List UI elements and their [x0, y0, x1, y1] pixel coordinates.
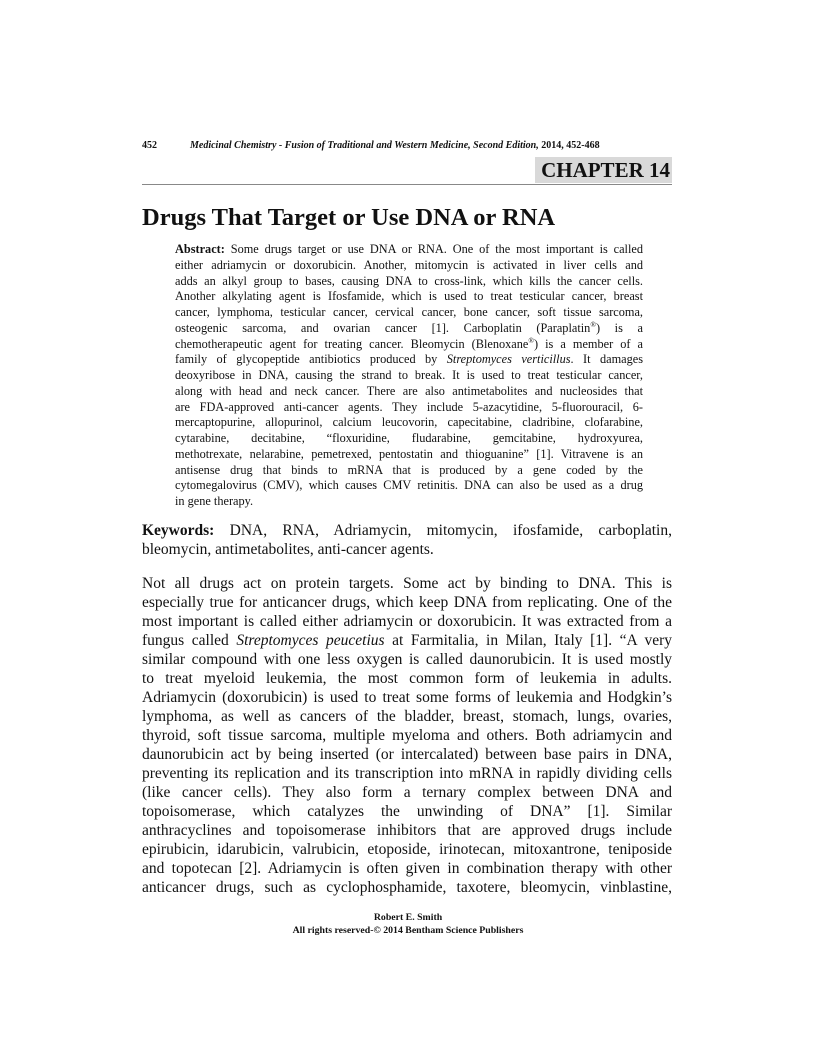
text-line: [175, 368, 643, 384]
text-line: [142, 726, 672, 745]
text-line: [175, 258, 643, 274]
text-line: [142, 521, 672, 540]
text-segment: adds an alkyl group to bases, causing DNA to cross-link, which kills the cancer cells.: [175, 273, 643, 288]
bold-label: Keywords:: [142, 522, 215, 539]
text-line: [142, 631, 672, 650]
text-segment: ) is a: [595, 320, 643, 335]
text-line: [175, 494, 643, 510]
text-line: [142, 707, 672, 726]
text-segment: cytarabine, decitabine, “floxuridine, fludarabine, gemcitabine, hydroxyurea,: [175, 431, 643, 445]
superscript: ®: [590, 319, 596, 329]
text-segment: cytomegalovirus (CMV), which causes CMV retinitis. DNA can also be used as a drug: [175, 478, 643, 493]
text-segment: especially true for anticancer drugs, which keep DNA from replicating. One of the: [142, 594, 672, 611]
text-line: [175, 242, 643, 258]
text-line: [142, 650, 672, 669]
text-segment: similar compound with one less oxygen is called daunorubicin. It is used mostly: [142, 651, 672, 668]
chapter-title: Drugs That Target or Use DNA or RNA: [142, 204, 556, 231]
text-segment: ) is a member of a: [533, 336, 644, 351]
text-line: [175, 352, 643, 368]
text-segment: Another alkylating agent is Ifosfamide, which is used to treat testicular cancer, breast: [175, 289, 643, 304]
text-line: [142, 821, 672, 840]
text-segment: family of glycopeptide antibiotics produced by: [175, 352, 447, 367]
text-segment: (like cancer cells). They also form a ternary complex between DNA and: [142, 784, 672, 801]
keywords: [142, 521, 672, 559]
text-segment: deoxyribose in DNA, causing the strand to break. It is used to treat testicular cancer,: [175, 368, 643, 382]
text-segment: fungus called: [142, 632, 237, 649]
text-line: [142, 859, 672, 878]
text-segment: most important is called either adriamycin or doxorubicin. It was extracted from a: [142, 613, 672, 630]
italic-text: Streptomyces verticillus: [446, 352, 571, 367]
text-segment: DNA, RNA, Adriamycin, mitomycin, ifosfamide, carboplatin,: [214, 522, 672, 539]
text-segment: in gene therapy.: [175, 494, 254, 508]
page-footer: [0, 911, 816, 937]
chapter-label: CHAPTER 14: [535, 157, 672, 183]
text-segment: along with head and neck cancer. There are also antimetabolites and nucleosides that: [175, 383, 643, 398]
text-segment: preventing its replication and its transcription into mRNA in rapidly dividing cells: [142, 765, 672, 782]
text-line: [142, 840, 672, 859]
page-number: 452: [142, 140, 157, 151]
source-year-pages: 2014, 452-468: [538, 140, 600, 151]
text-line: [142, 802, 672, 821]
text-line: [175, 305, 643, 321]
running-header: [142, 140, 600, 152]
text-line: [142, 669, 672, 688]
text-line: [142, 612, 672, 631]
text-segment: thyroid, soft tissue sarcoma, multiple myeloma and others. Both adriamycin and: [142, 727, 672, 744]
text-line: [142, 593, 672, 612]
text-line: [175, 447, 643, 463]
text-segment: at Farmitalia, in Milan, Italy [1]. “A very: [384, 632, 672, 649]
header-divider: [142, 184, 672, 185]
text-segment: and topotecan [2]. Adriamycin is often given in combination therapy with other: [142, 860, 672, 877]
text-segment: . It damages: [570, 352, 643, 367]
text-line: [175, 384, 643, 400]
text-segment: epirubicin, idarubicin, valrubicin, etoposide, irinotecan, mitoxantrone, teniposide: [142, 841, 672, 858]
text-segment: cancer, lymphoma, testicular cancer, cervical cancer, bone cancer, soft tissue sarcoma,: [175, 305, 643, 319]
text-segment: lymphoma, as well as cancers of the bladder, breast, stomach, lungs, ovaries,: [142, 708, 672, 725]
italic-text: Streptomyces peucetius: [236, 632, 385, 649]
text-line: [142, 764, 672, 783]
text-segment: Some drugs target or use DNA or RNA. One of the most important is called: [224, 242, 643, 256]
abstract: [175, 242, 643, 510]
text-segment: mercaptopurine, allopurinol, calcium leucovorin, capecitabine, cladribine, clofarabine,: [175, 415, 643, 430]
text-segment: methotrexate, nelarabine, pemetrexed, pentostatin and thioguanine” [1]. Vitravene is an: [175, 446, 643, 461]
source-citation: Medicinal Chemistry - Fusion of Traditional and Western Medicine, Second Edition,: [190, 140, 539, 151]
author: Robert E. Smith: [373, 912, 443, 923]
text-segment: anthracyclines and topoisomerase inhibitors that are approved drugs include: [142, 822, 672, 839]
text-segment: anticancer drugs, such as cyclophosphamide, taxotere, bleomycin, vinblastine,: [142, 879, 672, 896]
copyright: All rights reserved-© 2014 Bentham Science Publishers: [292, 925, 524, 936]
text-segment: either adriamycin or doxorubicin. Another, mitomycin is activated in liver cells and: [175, 257, 643, 272]
text-line: [175, 289, 643, 305]
text-line: [175, 463, 643, 479]
text-segment: Not all drugs act on protein targets. Some act by binding to DNA. This is: [142, 575, 672, 592]
bold-label: Abstract:: [175, 242, 225, 256]
text-segment: to treat myeloid leukemia, the most common form of leukemia in adults.: [142, 670, 672, 687]
text-line: [175, 400, 643, 416]
body-text: [142, 574, 672, 897]
text-line: [175, 321, 643, 337]
text-segment: antisense drug that binds to mRNA that is produced by a gene coded by the: [175, 462, 643, 477]
text-line: [175, 431, 643, 447]
text-segment: topoisomerase, which catalyzes the unwinding of DNA” [1]. Similar: [142, 803, 672, 820]
text-line: [142, 540, 672, 559]
text-line: [142, 783, 672, 802]
text-segment: bleomycin, antimetabolites, anti-cancer agents.: [142, 541, 434, 558]
text-line: [175, 415, 643, 431]
text-line: [175, 274, 643, 290]
text-line: [175, 478, 643, 494]
text-line: [175, 337, 643, 353]
text-line: [142, 878, 672, 897]
text-line: [142, 745, 672, 764]
text-line: [142, 574, 672, 593]
text-segment: osteogenic sarcoma, and ovarian cancer [1]. Carboplatin (Paraplatin: [175, 320, 591, 335]
superscript: ®: [528, 335, 534, 345]
text-line: [142, 688, 672, 707]
text-segment: Adriamycin (doxorubicin) is used to treat some forms of leukemia and Hodgkin’s: [142, 689, 672, 706]
text-segment: daunorubicin act by being inserted (or intercalated) between base pairs in DNA,: [142, 746, 672, 763]
text-segment: chemotherapeutic agent for treating cancer. Bleomycin (Blenoxane: [175, 336, 529, 351]
text-segment: are FDA-approved anti-cancer agents. They include 5-azacytidine, 5-fluorouracil, 6-: [175, 399, 643, 414]
